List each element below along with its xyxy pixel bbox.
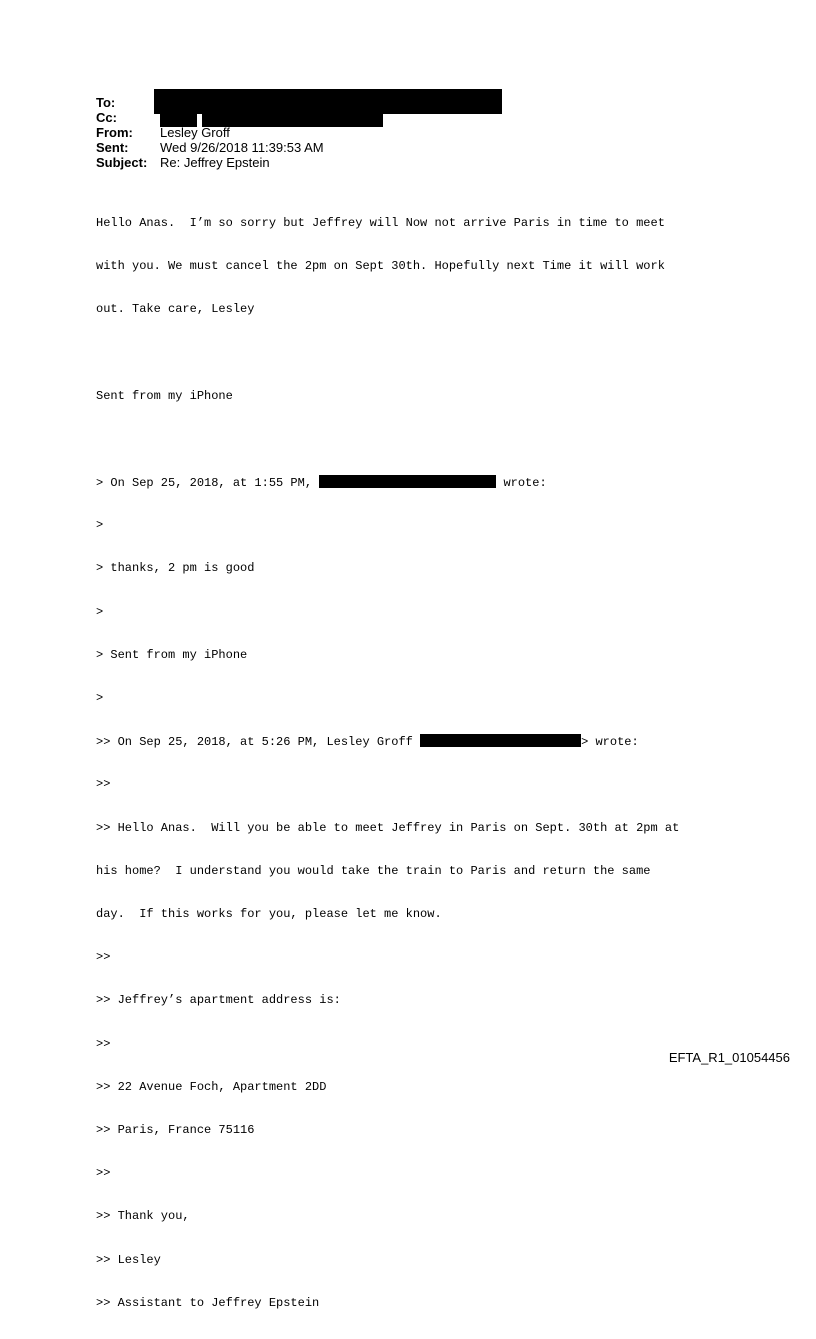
quote-line: >> Hello Anas. Will you be able to meet Jeffrey in Paris on Sept. 30th at 2pm at (96, 820, 680, 835)
quote-line: >> Jeffrey’s apartment address is: (96, 993, 341, 1008)
quote-line: >> Lesley (96, 1252, 161, 1267)
nested-quote-header-suffix: > wrote: (581, 735, 639, 750)
subject-value: Re: Jeffrey Epstein (160, 155, 270, 170)
quote-line: his home? I understand you would take the train to Paris and return the same (96, 863, 651, 878)
body-line: out. Take care, Lesley (96, 302, 255, 317)
quote-header-line (96, 475, 679, 489)
quote-line: >> Assistant to Jeffrey Epstein (96, 1295, 320, 1310)
from-value: Lesley Groff (160, 125, 230, 140)
nested-quote-header-prefix: >> On Sep 25, 2018, at 5:26 PM, Lesley Groff (96, 735, 421, 750)
cc-label: Cc: (96, 110, 117, 125)
quote-line: >> (96, 1166, 111, 1181)
quote-line: > (96, 518, 104, 533)
redaction-to (154, 89, 502, 103)
body-line: Hello Anas. I’m so sorry but Jeffrey will Now not arrive Paris in time to meet (96, 215, 665, 230)
quote-line: > (96, 691, 104, 706)
quote-line: > Sent from my iPhone (96, 647, 248, 662)
signature-line: Sent from my iPhone (96, 388, 233, 403)
body-line: with you. We must cancel the 2pm on Sept 30th. Hopefully next Time it will work (96, 259, 665, 274)
quote-line: > thanks, 2 pm is good (96, 561, 255, 576)
from-label: From: (96, 125, 133, 140)
quote-line: > (96, 604, 104, 619)
redaction-email-address (420, 734, 581, 747)
nested-quote-header-line (96, 734, 679, 748)
sent-value: Wed 9/26/2018 11:39:53 AM (160, 140, 324, 155)
document-id: EFTA_R1_01054456 (668, 1050, 790, 1065)
address-line: >> 22 Avenue Foch, Apartment 2DD (96, 1079, 327, 1094)
quote-line: >> (96, 777, 111, 792)
redaction-sender (319, 475, 496, 488)
email-body (96, 187, 679, 1339)
subject-label: Subject: (96, 155, 148, 170)
quote-line: >> (96, 1036, 111, 1051)
quote-line: >> (96, 950, 111, 965)
quote-header-prefix: > On Sep 25, 2018, at 1:55 PM, (96, 476, 320, 491)
quote-line: day. If this works for you, please let me know. (96, 907, 442, 922)
to-label: To: (96, 95, 116, 110)
quote-line: >> Thank you, (96, 1209, 190, 1224)
quote-header-suffix: wrote: (496, 476, 547, 491)
sent-label: Sent: (96, 140, 129, 155)
redaction-to-cc-gap (154, 103, 502, 114)
address-line: >> Paris, France 75116 (96, 1123, 255, 1138)
